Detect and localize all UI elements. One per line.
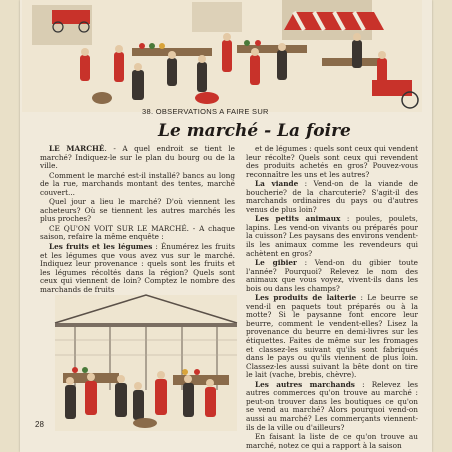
market-stalls-illustration xyxy=(22,0,422,112)
paragraph xyxy=(40,225,235,242)
paragraph-text: : Relevez les autres commerces qu'on trouve au marché : peut-on trouver dans les boutiques ce qu'on se vend au marché? Alors pourquoi vend-on aussi au marché? Les commerçants viennent-ils de la ville ou d'ailleurs? xyxy=(246,379,418,432)
paragraph xyxy=(246,180,418,214)
paragraph-text: : Le beurre se vend-il en paquets tout préparés ou à la motte? Si le paysanne font encore leur beurre, comment le vendent-elles? Lisez la provenance du beurre en demi-livres sur les étiquettes. Faites de même sur les fromages et classez-les suivant qu'ils sont fabriqués dans le pays ou qu'ils viennent de plus loin. Classez-les aussi suivant la bête dont on tire le lait (vache, brebis, chèvre). xyxy=(246,293,418,380)
paragraph-heading: Les petits animaux xyxy=(255,214,341,224)
paragraph-text: : poules, poulets, lapins. Les vend-on vivants ou préparés pour la cuisson? Les paysans des environs vendent-ils les animaux comme les revendeurs qui achètent en gros? xyxy=(246,214,418,258)
paragraph xyxy=(40,145,235,171)
paragraph xyxy=(246,433,418,450)
paragraph xyxy=(40,198,235,224)
paragraph xyxy=(40,243,235,294)
paragraph-text: : Vend-on de la viande de boucherie? de la charcuterie? S'agit-il des marchands ordinaires du pays ou d'autres venus de plus loin? xyxy=(246,179,418,214)
paragraph-heading: Les produits de laiterie xyxy=(255,293,357,303)
paragraph xyxy=(246,145,418,179)
paragraph-text: Quel jour a lieu le marché? D'où viennent les acheteurs? Où se tiennent les autres marchés les plus proches? xyxy=(40,197,235,224)
left-text-column xyxy=(40,145,235,293)
paragraph-heading: Les autres marchands xyxy=(255,379,355,389)
covered-market-svg xyxy=(55,295,237,431)
paragraph-text: Comment le marché est-il installé? bancs au long de la rue, marchands montant des tentes, marché couvert... xyxy=(40,170,235,197)
paragraph-text: . - A quel endroit se tient le marché? Indiquez-le sur le plan du bourg ou de la ville. xyxy=(40,144,235,171)
paragraph-heading: Les fruits et les légumes xyxy=(49,242,153,252)
page-title: Le marché - La foire xyxy=(158,121,351,141)
paragraph xyxy=(246,259,418,293)
paragraph-heading: LE MARCHÉ xyxy=(49,144,105,153)
paragraph-heading: La viande xyxy=(255,179,299,189)
paragraph xyxy=(246,294,418,379)
paragraph xyxy=(246,381,418,432)
page-number: 28 xyxy=(35,420,44,429)
paragraph-text: CE QU'ON VOIT SUR LE MARCHÉ. - A chaque saison, refaire la même enquête : xyxy=(40,223,235,242)
paragraph-text: : Vend-on du gibier toute l'année? Pourquoi? Relevez le nom des animaux que vous voyez, vivent-ils dans les bois ou dans les champs? xyxy=(246,258,418,293)
paragraph xyxy=(246,215,418,258)
covered-market-illustration xyxy=(55,295,237,431)
paragraph xyxy=(40,172,235,198)
market-scene-svg xyxy=(22,0,422,112)
paragraph-heading: Le gibier xyxy=(255,258,297,268)
paragraph-text: : Énumérez les fruits et les légumes que vous avez vus sur le marché. Indiquez leur provenance : quels sont les fruits et les légumes récoltés dans la région? Quels sont ceux qui viennent de loin? Comptez le nombre des marchands de fruits xyxy=(40,242,235,294)
paragraph-text: et de légumes : quels sont ceux qui vendent leur récolte? Quels sont ceux qui revendent des produits achetés en gros? Pouvez-vous reconnaître les uns et les autres? xyxy=(246,144,418,179)
lesson-heading: 38. OBSERVATIONS A FAIRE SUR xyxy=(142,107,269,116)
paragraph-text: En faisant la liste de ce qu'on trouve au marché, notez ce qui a rapport à la saison xyxy=(246,432,418,450)
right-text-column xyxy=(246,144,418,450)
